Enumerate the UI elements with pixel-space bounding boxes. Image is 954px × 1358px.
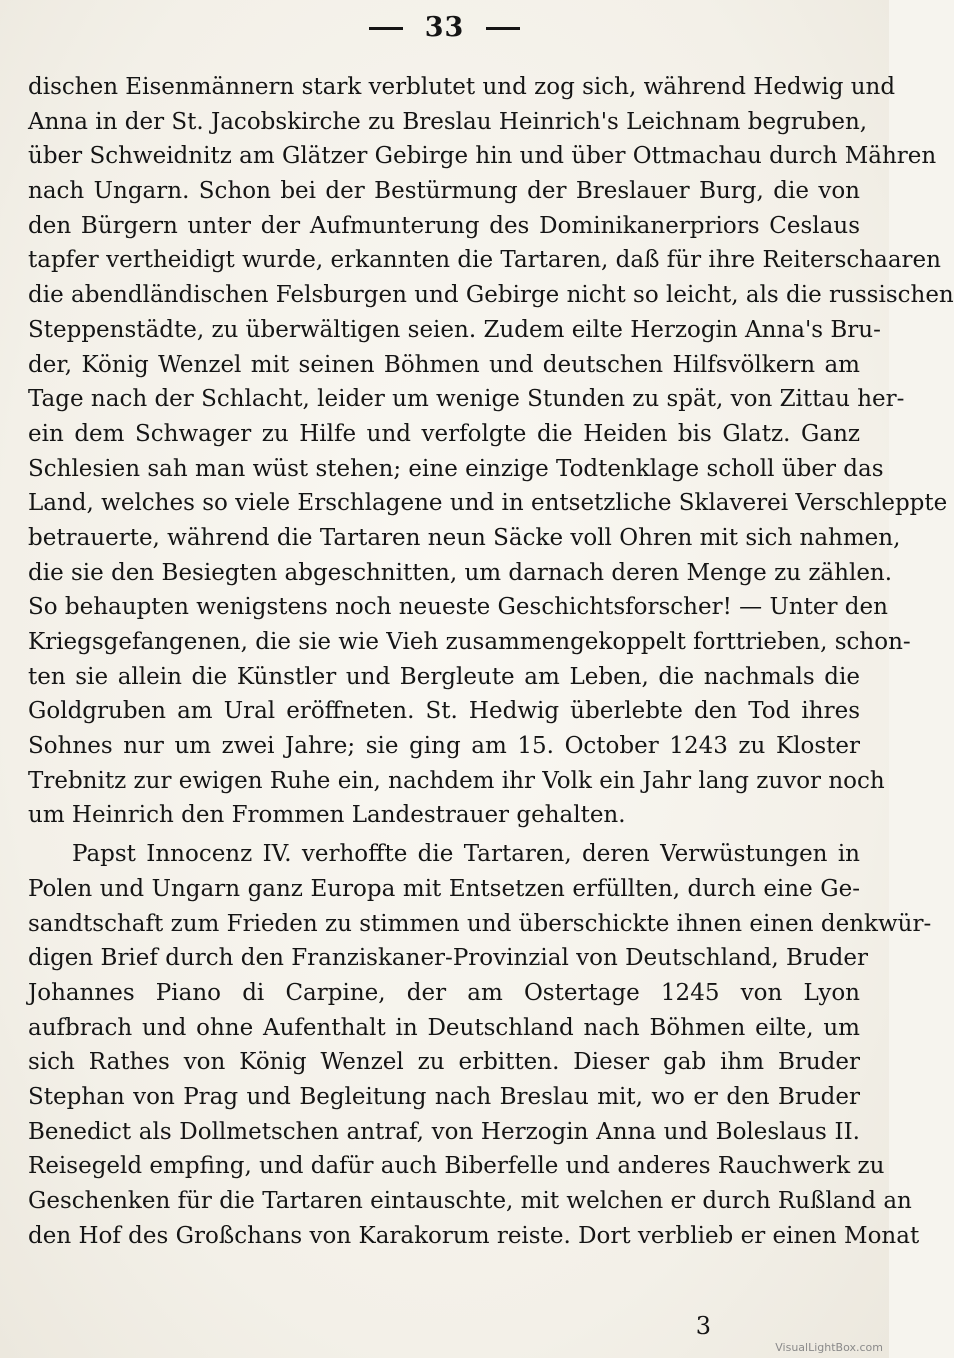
text-line: Kriegsgefangenen, die sie wie Vieh zusammengekoppelt forttrieben, schon-: [28, 629, 911, 655]
text-line: ten sie allein die Künstler und Bergleute am Leben, die nachmals die: [28, 663, 860, 690]
body-text: [28, 70, 954, 1253]
text-line: Land, welches so viele Erschlagene und in entsetzliche Sklaverei Verschleppte: [28, 490, 948, 517]
text-line: den Hof des Großchans von Karakorum reiste. Dort verblieb er einen Monat: [28, 1222, 920, 1249]
text-line: Polen und Ungarn ganz Europa mit Entsetzen erfüllten, durch eine Ge-: [28, 875, 860, 902]
watermark: VisualLightBox.com: [775, 1341, 883, 1354]
text-line: Schlesien sah man wüst stehen; eine einzige Todtenklage scholl über das: [28, 455, 884, 482]
text-line: sandtschaft zum Frieden zu stimmen und überschickte ihnen einen denkwür-: [28, 910, 932, 937]
text-line: Steppenstädte, zu überwältigen seien. Zudem eilte Herzogin Anna's Bru-: [28, 316, 881, 343]
page-number: 33: [424, 12, 465, 43]
text-line: Reisegeld empfing, und dafür auch Biberfelle und anderes Rauchwerk zu: [28, 1153, 885, 1180]
text-line: Anna in der St. Jacobskirche zu Breslau Heinrich's Leichnam begruben,: [28, 108, 868, 135]
text-line: tapfer vertheidigt wurde, erkannten die Tartaren, daß für ihre Reiterschaaren: [28, 247, 941, 274]
paragraph-2: [28, 837, 932, 1253]
text-line: Stephan von Prag und Begleitung nach Breslau mit, wo er den Bruder: [28, 1083, 860, 1110]
text-line: die sie den Besiegten abgeschnitten, um darnach deren Menge zu zählen.: [28, 559, 893, 586]
text-line: um Heinrich den Frommen Landestrauer gehalten.: [28, 802, 626, 829]
text-line: Sohnes nur um zwei Jahre; sie ging am 15. October 1243 zu Kloster: [28, 733, 860, 760]
header-dash-right: [486, 27, 520, 30]
text-line: Goldgruben am Ural eröffneten. St. Hedwig überlebte den Tod ihres: [28, 698, 860, 725]
text-line: Tage nach der Schlacht, leider um wenige Stunden zu spät, von Zittau her-: [28, 386, 905, 413]
header-dash-left: [369, 27, 403, 30]
page-header: [0, 12, 889, 46]
text-line: der, König Wenzel mit seinen Böhmen und deutschen Hilfsvölkern am: [28, 351, 860, 378]
text-line: Johannes Piano di Carpine, der am Ostertage 1245 von Lyon: [28, 979, 860, 1006]
text-line: So behaupten wenigstens noch neueste Geschichtsforscher! — Unter den: [28, 594, 888, 621]
paragraph-1: [28, 70, 954, 833]
text-line: Benedict als Dollmetschen antraf, von Herzogin Anna und Boleslaus II.: [28, 1118, 860, 1145]
text-line: Trebnitz zur ewigen Ruhe ein, nachdem ihr Volk ein Jahr lang zuvor noch: [28, 767, 885, 794]
text-line: nach Ungarn. Schon bei der Bestürmung der Breslauer Burg, die von: [28, 178, 860, 205]
text-line: über Schweidnitz am Glätzer Gebirge hin und über Ottmachau durch Mähren: [28, 143, 937, 170]
text-line: ein dem Schwager zu Hilfe und verfolgte die Heiden bis Glatz. Ganz: [28, 420, 860, 447]
signature-mark: 3: [695, 1312, 711, 1340]
text-line: dischen Eisenmännern stark verblutet und zog sich, während Hedwig und: [28, 74, 896, 100]
text-line: die abendländischen Felsburgen und Gebirge nicht so leicht, als die russischen: [28, 282, 954, 309]
text-line: den Bürgern unter der Aufmunterung des Dominikanerpriors Ceslaus: [28, 212, 860, 239]
text-line: digen Brief durch den Franziskaner-Provinzial von Deutschland, Bruder: [28, 945, 868, 972]
text-line: betrauerte, während die Tartaren neun Säcke voll Ohren mit sich nahmen,: [28, 524, 901, 551]
text-line: Geschenken für die Tartaren eintauschte, mit welchen er durch Rußland an: [28, 1188, 912, 1214]
text-line: aufbrach und ohne Aufenthalt in Deutschland nach Böhmen eilte, um: [28, 1014, 860, 1041]
text-line: sich Rathes von König Wenzel zu erbitten. Dieser gab ihm Bruder: [28, 1049, 860, 1076]
text-line: Papst Innocenz IV. verhoffte die Tartaren, deren Verwüstungen in: [72, 841, 860, 868]
